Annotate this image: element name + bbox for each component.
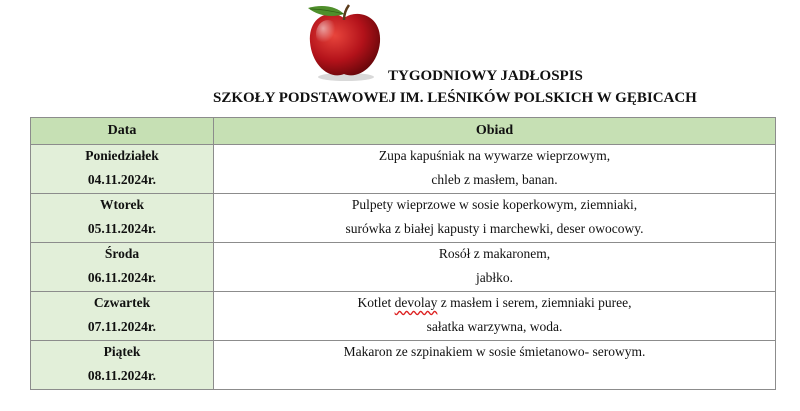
meal-line (214, 365, 775, 389)
column-header-date: Data (31, 118, 214, 145)
meal-text: Kotlet (357, 295, 395, 310)
day-date: 04.11.2024r. (87, 172, 157, 187)
meal-cell (214, 145, 776, 194)
meal-cell (214, 292, 776, 341)
day-cell (31, 243, 214, 292)
table-row (31, 194, 776, 243)
meal-line: Makaron ze szpinakiem w sosie śmietanowo- serowym. (343, 344, 646, 359)
day-date: 05.11.2024r. (87, 221, 157, 236)
day-name: Wtorek (100, 197, 144, 212)
meal-line: Pulpety wieprzowe w sosie koperkowym, ziemniaki, (351, 197, 638, 212)
meal-line (214, 292, 775, 316)
day-cell (31, 194, 214, 243)
table-row (31, 341, 776, 390)
table-row (31, 292, 776, 341)
apple-image (300, 2, 388, 82)
menu-table (30, 117, 776, 390)
meal-line: jabłko. (475, 270, 514, 285)
meal-line: chleb z masłem, banan. (431, 172, 558, 187)
day-date: 08.11.2024r. (87, 368, 157, 383)
meal-cell (214, 243, 776, 292)
day-date: 07.11.2024r. (87, 319, 157, 334)
day-name: Środa (104, 246, 140, 261)
school-name: SZKOŁY PODSTAWOWEJ IM. LEŚNIKÓW POLSKICH W GĘBICACH (213, 90, 697, 106)
menu-title: TYGODNIOWY JADŁOSPIS (388, 68, 583, 84)
meal-line: Rosół z makaronem, (438, 246, 551, 261)
meal-line: Zupa kapuśniak na wywarze wieprzowym, (378, 148, 611, 163)
column-header-lunch: Obiad (214, 118, 776, 145)
day-cell (31, 292, 214, 341)
spellcheck-word: devolay (394, 295, 438, 310)
day-name: Piątek (103, 344, 141, 359)
meal-line: sałatka warzywna, woda. (426, 319, 563, 334)
table-header-row (31, 118, 776, 145)
day-cell (31, 341, 214, 390)
day-cell (31, 145, 214, 194)
day-name: Poniedziałek (85, 148, 159, 163)
table-row (31, 243, 776, 292)
meal-line: surówka z białej kapusty i marchewki, deser owocowy. (345, 221, 644, 236)
day-name: Czwartek (93, 295, 151, 310)
meal-cell (214, 194, 776, 243)
table-row (31, 145, 776, 194)
day-date: 06.11.2024r. (87, 270, 157, 285)
meal-cell (214, 341, 776, 390)
meal-text: z masłem i serem, ziemniaki puree, (437, 295, 632, 310)
